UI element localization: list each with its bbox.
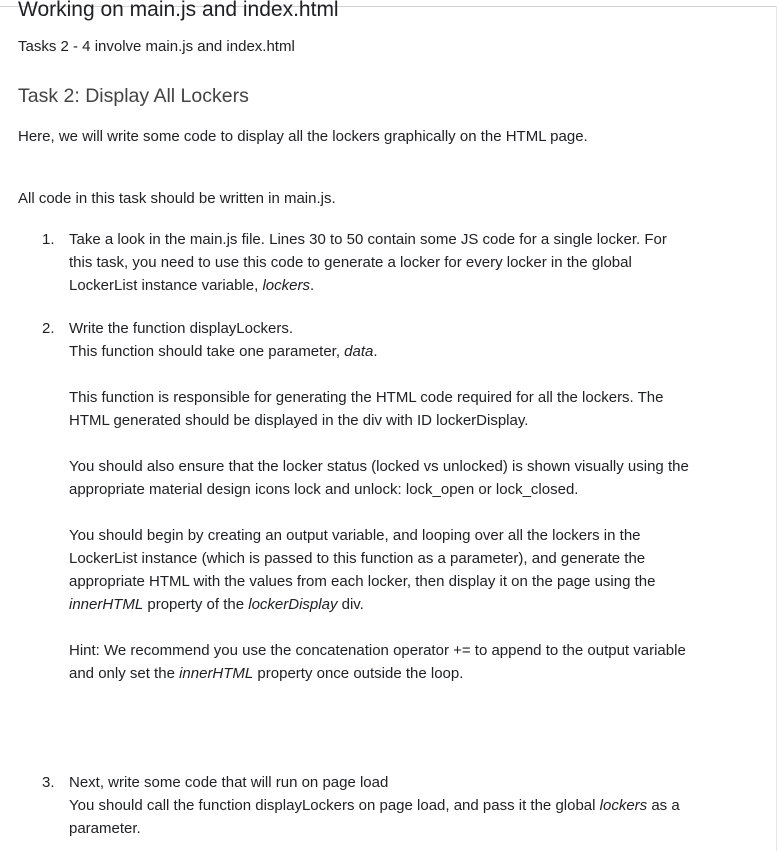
- list-item-body: [69, 228, 689, 297]
- list-item-number: 3.: [42, 774, 55, 791]
- list-item-text: [69, 228, 689, 297]
- list-item-paragraph: [69, 639, 689, 685]
- text-run: .: [309, 277, 315, 294]
- text-run: property once outside the loop.: [253, 665, 464, 682]
- list-item-line: Next, write some code that will run on page load: [69, 774, 389, 791]
- italic-term: data: [344, 343, 374, 360]
- text-run: Take a look in the main.js file. Lines 30 to 50 contain some JS code for a single locker. For this task, you need to use this code to generate a locker for every locker in the global LockerList instance variable,: [69, 231, 667, 294]
- paragraph-gap: [69, 616, 689, 639]
- task-title: Task 2: Display All Lockers: [18, 85, 249, 107]
- list-item-paragraph: You should also ensure that the locker status (locked vs unlocked) is shown visually using the appropriate material design icons lock and unlock: lock_open or lock_closed.: [69, 458, 689, 498]
- list-item-paragraph: [69, 524, 689, 616]
- list-item-line: [69, 794, 689, 840]
- text-run: property of the: [143, 596, 249, 613]
- italic-term: lockers: [599, 797, 648, 814]
- list-item-body: [69, 317, 689, 685]
- text-run: as a parameter.: [69, 797, 680, 837]
- text-run: You should begin by creating an output variable, and looping over all the lockers in the LockerList instance (which is passed to this function as a parameter), and generate the appropriate HTML with the values from each locker, then display it on the page using the: [69, 527, 656, 590]
- text-run: Hint: We recommend you use the concatenation operator += to append to the output variable and only set the: [69, 642, 686, 682]
- text-run: This function should take one parameter,: [69, 343, 345, 360]
- paragraph-gap: [69, 363, 689, 386]
- intro-paragraph: Here, we will write some code to display all the lockers graphically on the HTML page.: [18, 128, 588, 145]
- text-run: .: [373, 343, 378, 360]
- italic-term: innerHTML: [179, 665, 254, 682]
- all-code-note: All code in this task should be written in main.js.: [18, 190, 336, 207]
- text-run: You should call the function displayLockers on page load, and pass it the global: [69, 797, 600, 814]
- list-item-body: [69, 771, 689, 840]
- italic-term: lockerDisplay: [248, 596, 338, 613]
- section-subtitle: Tasks 2 - 4 involve main.js and index.html: [18, 38, 295, 55]
- page-right-border: [776, 6, 777, 851]
- section-heading: Working on main.js and index.html: [18, 0, 339, 21]
- paragraph-gap: [69, 432, 689, 455]
- paragraph-gap: [69, 501, 689, 524]
- text-run: div.: [337, 596, 364, 613]
- list-item-number: 2.: [42, 320, 55, 337]
- list-item-number: 1.: [42, 231, 55, 248]
- italic-term: lockers: [262, 277, 310, 294]
- italic-term: innerHTML: [69, 596, 144, 613]
- list-item-line: [69, 340, 689, 363]
- list-item-line: Write the function displayLockers.: [69, 320, 293, 337]
- list-item-paragraph: This function is responsible for generating the HTML code required for all the lockers. The HTML generated should be displayed in the div with ID lockerDisplay.: [69, 389, 664, 429]
